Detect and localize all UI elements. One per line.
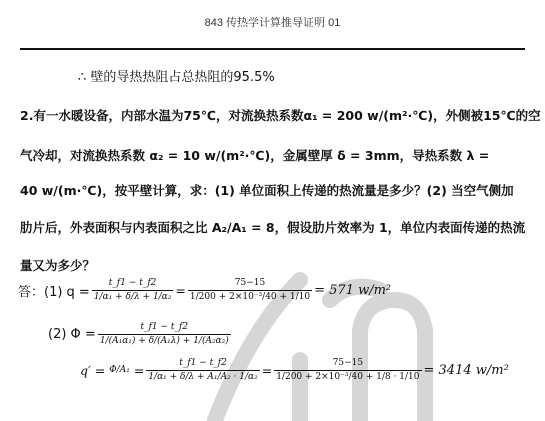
page-header-title: 843 传热学计算推导证明 01 — [204, 17, 341, 29]
answer-label: 答：(1) q = — [18, 285, 90, 300]
qprime-ratio — [107, 365, 132, 377]
qprime-result: = 3414 w/m² — [423, 363, 509, 378]
qprime-label: q′ = — [80, 363, 106, 378]
problem-line-4: 肋片后，外表面积与内表面积之比 A₂/A₁ = 8，假设肋片效率为 1，单位内表面传递的热流 — [20, 220, 526, 235]
qprime-numerator: t_f1 − t_f2 — [179, 358, 227, 368]
q-formula-fraction — [92, 278, 174, 303]
answer-part2-phi — [48, 322, 233, 347]
part2-label: (2) Φ = — [48, 327, 96, 342]
qprime-denominator: 1/α₁ + δ/λ + A₁/A₂ · 1/α₂ — [148, 372, 258, 382]
qprime-substituted-numerator: 75−15 — [332, 358, 364, 368]
problem-line-3: 40 w/(m·℃)，按平壁计算，求：(1) 单位面积上传递的热流量是多少？(2) 当空气侧加 — [20, 183, 514, 198]
phi-denominator: 1/(A₁α₁) + δ/(A₁λ) + 1/(A₂α₂) — [99, 336, 229, 346]
phi-numerator: t_f1 − t_f2 — [140, 322, 189, 332]
q-formula-numerator: t_f1 − t_f2 — [108, 278, 157, 288]
qprime-ratio-text: Φ/A₁ — [109, 364, 130, 375]
q-substituted-numerator: 75−15 — [234, 278, 266, 288]
phi-fraction — [98, 322, 231, 347]
answer-part2-qprime: q′ = Φ/A₁ = $\frac{t\_f1 - t\_f2}{\text{1/α₁ + δ/λ + A₁/A₂ · 1/α₂}}$ = $\frac{75-15}{\text{1/200 + 2×10⁻³/40 + 1/8 · 1/10}}$ = 3414 w/m² — [80, 358, 509, 382]
q-result: = 571 w/m² — [314, 283, 392, 298]
q-formula-denominator: 1/α₁ + δ/λ + 1/α₂ — [93, 292, 172, 302]
problem-line-5: 量又为多少？ — [20, 258, 96, 273]
problem-line-1: 2.有一水暖设备，内部水温为75℃，对流换热系数α₁ = 200 w/(m²·℃)，外侧被15℃的空 — [20, 108, 541, 123]
qprime-substituted-denominator: 1/200 + 2×10⁻³/40 + 1/8 · 1/10 — [276, 372, 420, 382]
qprime-substituted-fraction — [274, 358, 421, 383]
answer-part1: 答：(1) q = $\frac{t\_f1 - t\_f2}{\text{1/α₁ + δ/λ + 1/α₂}}$ = $\frac{75-15}{\text{1/200 + 2×10⁻³/40 + 1/10}}$ = 571 w/m² — [18, 278, 392, 302]
q-substituted-denominator: 1/200 + 2×10⁻³/40 + 1/10 — [189, 292, 311, 302]
header-divider — [20, 48, 525, 50]
conclusion-line: ∴ 壁的导热热阻占总热阻的95.5% — [78, 70, 275, 85]
q-substituted-fraction — [188, 278, 312, 303]
qprime-fraction — [146, 358, 259, 383]
problem-line-2: 气冷却，对流换热系数 α₂ = 10 w/(m²·℃)，金属壁厚 δ = 3mm，导热系数 λ = — [20, 148, 490, 163]
